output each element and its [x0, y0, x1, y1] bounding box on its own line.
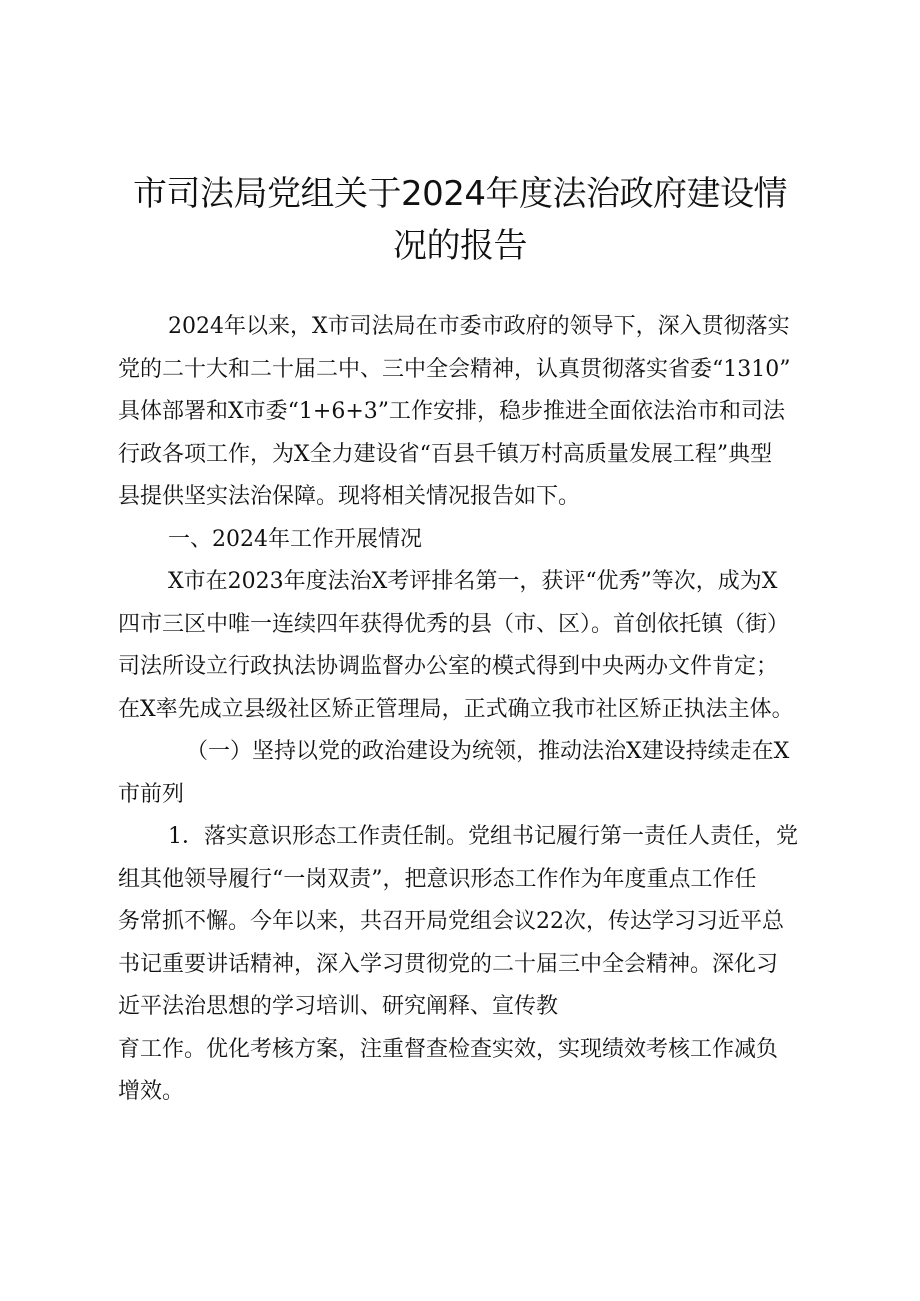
- text-line: 增效。: [118, 1079, 185, 1104]
- text-line: 务常抓不懈。今年以来，共召开局党组会议22次，传达学习习近平总: [118, 909, 784, 934]
- text-line: 在X率先成立县级社区矫正管理局，正式确立我市社区矫正执法主体。: [118, 696, 794, 722]
- text-line: （一）坚持以党的政治建设为统领，推动法治X建设持续走在X: [186, 739, 790, 764]
- document-title: [100, 168, 820, 272]
- text-line: 2024年以来，X市司法局在市委市政府的领导下，深入贯彻落实: [168, 314, 790, 339]
- text-line: 1．落实意识形态工作责任制。党组书记履行第一责任人责任，党: [168, 824, 798, 849]
- text-line: 党的二十大和二十届二中、三中全会精神，认真贯彻落实省委“1310”: [118, 356, 791, 382]
- section-heading: [118, 519, 818, 562]
- text-line: 一、2024年工作开展情况: [168, 526, 422, 552]
- text-line: 司法所设立行政执法协调监督办公室的模式得到中央两办文件肯定；: [118, 654, 779, 679]
- text-line: 市前列: [118, 781, 185, 807]
- text-line: 书记重要讲话精神，深入学习贯彻党的二十届三中全会精神。深化习: [118, 951, 779, 977]
- text-line: 组其他领导履行“一岗双责”，把意识形态工作作为年度重点工作任: [118, 866, 757, 892]
- text-line: 育工作。优化考核方案，注重督查检查实效，实现绩效考核工作减负: [118, 1036, 779, 1062]
- text-line: 行政各项工作，为X全力建设省“百县千镇万村高质量发展工程”典型: [118, 441, 773, 467]
- text-line: 四市三区中唯一连续四年获得优秀的县（市、区）。首创依托镇（街）: [118, 611, 790, 637]
- numbered-item-1: [118, 816, 818, 1114]
- subsection-heading: [118, 731, 818, 816]
- text-line: 县提供坚实法治保障。现将相关情况报告如下。: [118, 484, 581, 509]
- title-line-2: 况的报告: [393, 226, 527, 266]
- paragraph-intro: [118, 306, 818, 519]
- document-body: [118, 306, 818, 1114]
- text-line: 具体部署和X市委“1+6+3”工作安排，稳步推进全面依法治市和司法: [118, 399, 786, 424]
- text-line: 近平法治思想的学习培训、研究阐释、宣传教: [118, 994, 559, 1019]
- paragraph-summary: [118, 561, 818, 731]
- title-line-1: 市司法局党组关于2024年度法治政府建设情: [132, 174, 788, 214]
- text-line: X市在2023年度法治X考评排名第一，获评“优秀”等次，成为X: [168, 569, 778, 594]
